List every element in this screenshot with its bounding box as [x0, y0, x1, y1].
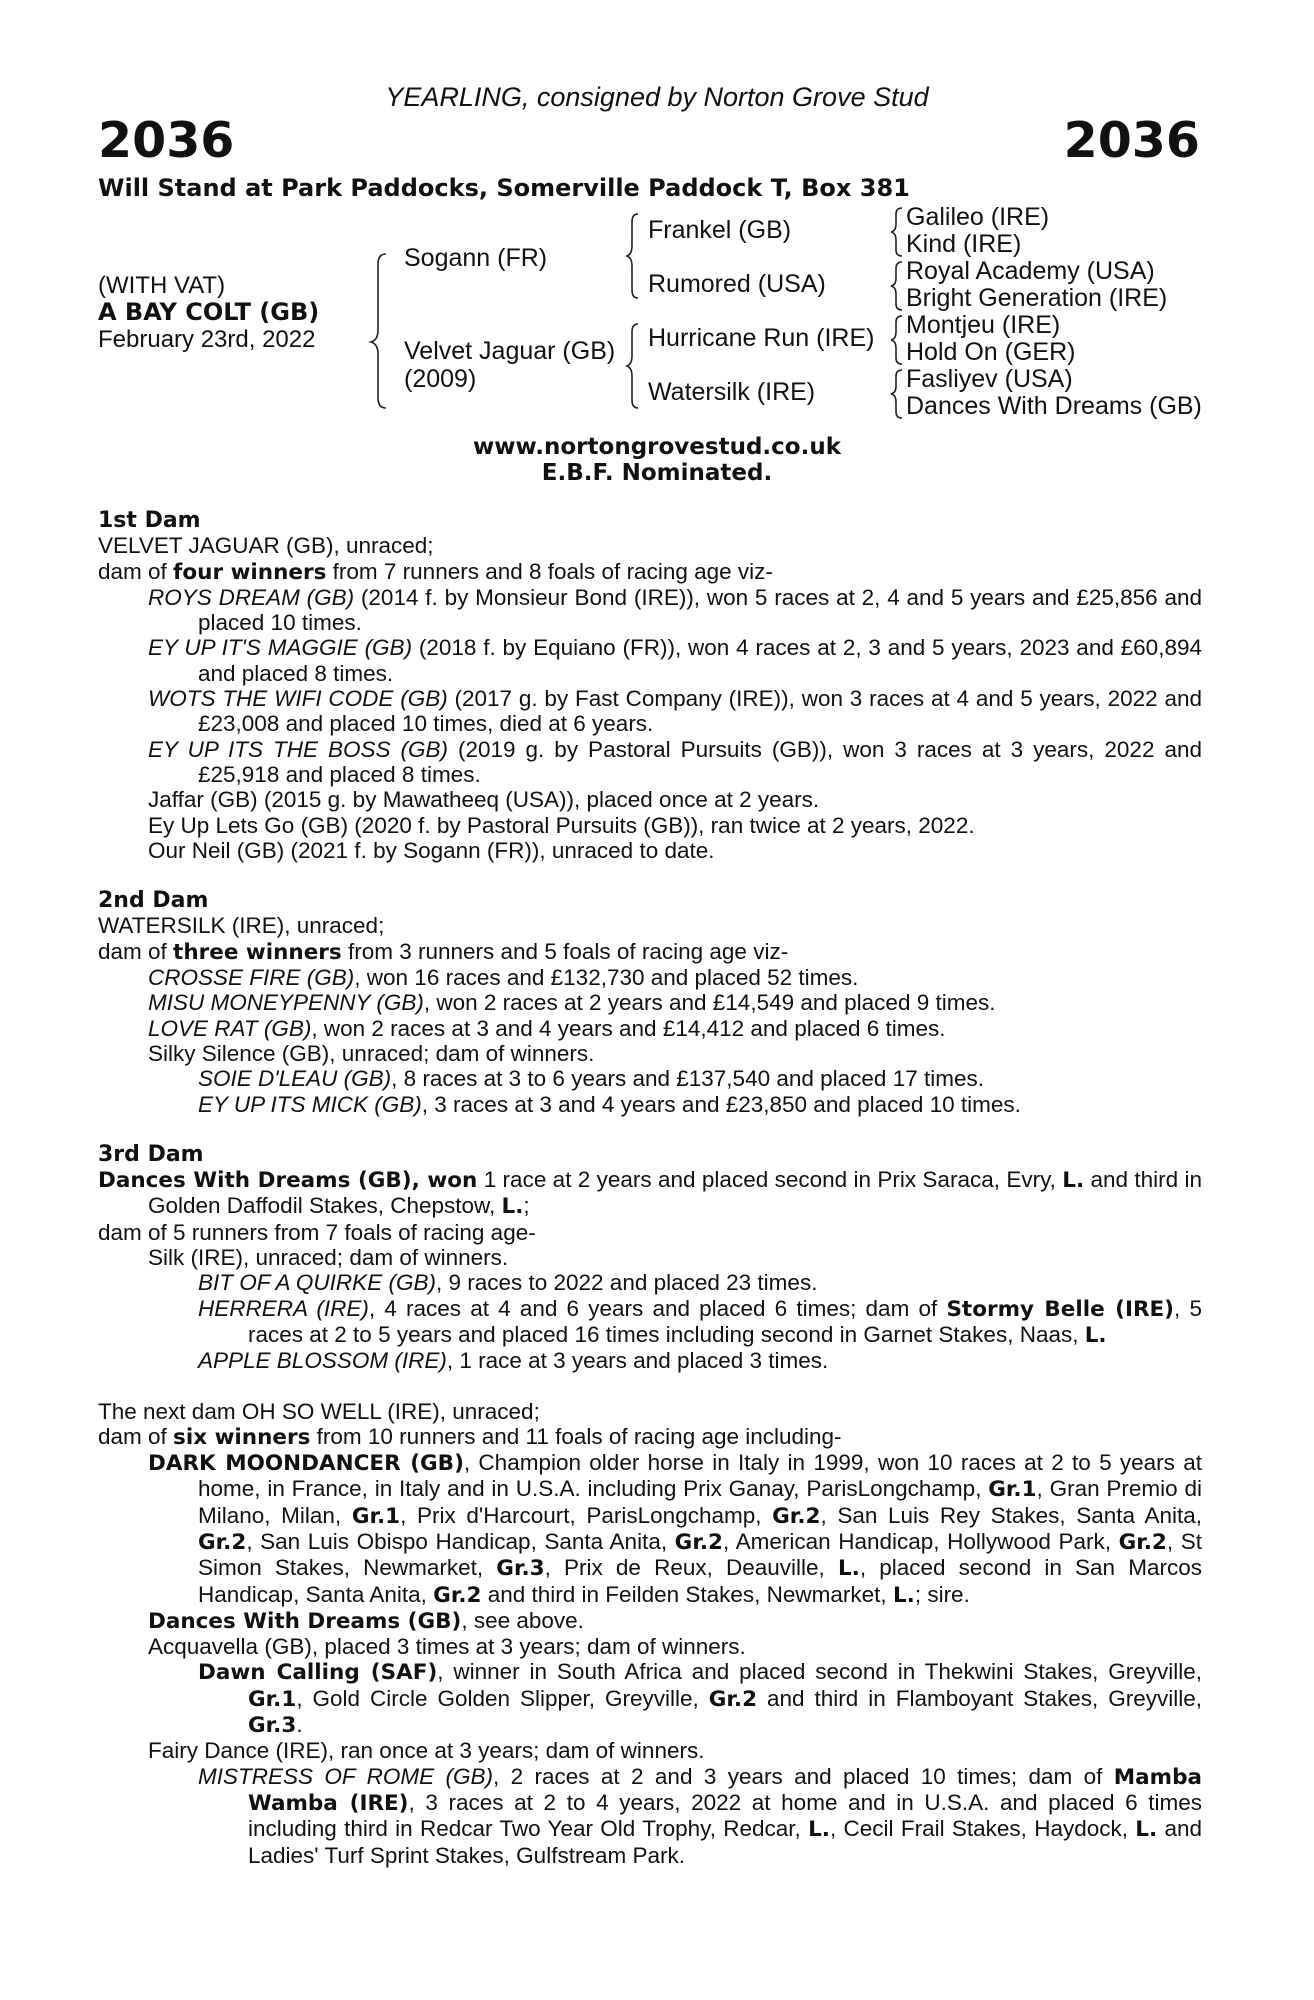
- pedigree-g3-1: Galileo (IRE): [906, 203, 1050, 231]
- stand-location: Will Stand at Park Paddocks, Somerville Paddock T, Box 381: [98, 174, 910, 202]
- lot-number-right: 2036: [1063, 112, 1200, 169]
- first-dam-entry-1: ROYS DREAM (GB) (2014 f. by Monsieur Bond (IRE)), won 5 races at 2, 4 and 5 years and £25,856 and placed 10 times.: [148, 584, 1202, 636]
- pedigree-sire-dam: Rumored (USA): [648, 270, 826, 298]
- first-dam-entry-2: EY UP IT'S MAGGIE (GB) (2018 f. by Equiano (FR)), won 4 races at 2, 3 and 5 years, 2023 and £60,894 and placed 8 times.: [148, 635, 1202, 686]
- first-dam-entry-7: Our Neil (GB) (2021 f. by Sogann (FR)), unraced to date.: [148, 837, 715, 863]
- brace-gen2a: [627, 214, 638, 298]
- second-dam-entry-1: CROSSE FIRE (GB), won 16 races and £132,730 and placed 52 times.: [148, 965, 859, 991]
- brace-gen1: [371, 254, 386, 408]
- third-dam-summary: dam of 5 runners from 7 foals of racing age-: [98, 1219, 536, 1245]
- brace-gen2b: [627, 324, 638, 408]
- colt-name: A BAY COLT (GB): [98, 298, 320, 326]
- pedigree-g3-8: Dances With Dreams (GB): [906, 392, 1202, 420]
- next-dam-entry-fairy-dance: Fairy Dance (IRE), ran once at 3 years; dam of winners.: [148, 1738, 705, 1764]
- ebf-nominated: E.B.F. Nominated.: [541, 460, 773, 486]
- pedigree-g3-2: Kind (IRE): [906, 230, 1022, 258]
- second-dam-entry-4: Silky Silence (GB), unraced; dam of winners.: [148, 1040, 595, 1066]
- third-dam-entry-1: Silk (IRE), unraced; dam of winners.: [148, 1245, 509, 1271]
- first-dam-entry-4: EY UP ITS THE BOSS (GB) (2019 g. by Pastoral Pursuits (GB)), won 3 races at 3 years, 2022 and £25,918 and placed 8 times.: [148, 736, 1202, 787]
- pedigree-sire-sire: Frankel (GB): [648, 216, 792, 244]
- next-dam-entry-dances-with-dreams: Dances With Dreams (GB), see above.: [148, 1607, 584, 1634]
- next-dam-entry-dark-moondancer: DARK MOONDANCER (GB), Champion older horse in Italy in 1999, won 10 races at 2 to 5 years at home, in France, in Italy and in U.S.A. including Prix Ganay, ParisLongchamp, Gr.1, Gran Premio di Milano, Milan, Gr.1, Prix d'Harcourt, ParisLongchamp, Gr.2, San Luis Rey Stakes, Santa Anita, Gr.2, San Luis Obispo Handicap, Santa Anita, Gr.2, American Handicap, Hollywood Park, Gr.2, St Simon Stakes, Newmarket, Gr.3, Prix de Reux, Deauville, L., placed second in San Marcos Handicap, Santa Anita, Gr.2 and third in Feilden Stakes, Newmarket, L.; sire.: [148, 1450, 1202, 1608]
- first-dam-entry-5: Jaffar (GB) (2015 g. by Mawatheeq (USA)), placed once at 2 years.: [148, 787, 820, 813]
- pedigree-g3-3: Royal Academy (USA): [906, 257, 1155, 285]
- lot-number-left: 2036: [98, 112, 235, 169]
- pedigree-g3-5: Montjeu (IRE): [906, 311, 1061, 339]
- website-block: [0, 434, 1314, 486]
- pedigree-dam-sire: Hurricane Run (IRE): [648, 324, 875, 352]
- foaling-date: February 23rd, 2022: [98, 326, 316, 353]
- first-dam-entry-3: WOTS THE WIFI CODE (GB) (2017 g. by Fast Company (IRE)), won 3 races at 4 and 5 years, 2022 and £23,008 and placed 10 times, died at 6 years.: [148, 686, 1202, 737]
- second-dam-sub-2: EY UP ITS MICK (GB), 3 races at 3 and 4 years and £23,850 and placed 10 times.: [198, 1091, 1021, 1117]
- brace-gen3a: [891, 208, 902, 256]
- pedigree-g3-4: Bright Generation (IRE): [906, 284, 1168, 312]
- third-dam-sub-1: BIT OF A QUIRKE (GB), 9 races to 2022 and placed 23 times.: [198, 1270, 818, 1296]
- third-dam-sub-3: APPLE BLOSSOM (IRE), 1 race at 3 years and placed 3 times.: [198, 1348, 829, 1374]
- brace-gen3b: [891, 262, 902, 310]
- brace-gen3d: [891, 370, 902, 418]
- third-dam-heading: 3rd Dam: [98, 1141, 204, 1167]
- next-dam-sub-mistress-of-rome: MISTRESS OF ROME (GB), 2 races at 2 and 3 years and placed 10 times; dam of Mamba Wamba (IRE), 3 races at 2 to 4 years, 2022 at home and in U.S.A. and placed 6 times including third in Redcar Two Year Old Trophy, Redcar, L., Cecil Frail Stakes, Haydock, L. and Ladies' Turf Sprint Stakes, Gulfstream Park.: [198, 1763, 1203, 1868]
- pedigree-dam: Velvet Jaguar (GB): [404, 337, 616, 365]
- catalogue-body: [98, 508, 1202, 1868]
- pedigree-braces: [0, 0, 1314, 420]
- third-dam-sub-2: HERRERA (IRE), 4 races at 4 and 6 years and placed 6 times; dam of Stormy Belle (IRE), 5 races at 2 to 5 years and placed 16 times including second in Garnet Stakes, Naas, L.: [198, 1295, 1202, 1348]
- next-dam-line: The next dam OH SO WELL (IRE), unraced;: [98, 1398, 540, 1424]
- first-dam-line: VELVET JAGUAR (GB), unraced;: [98, 533, 434, 559]
- pedigree-dam-year: (2009): [404, 365, 477, 393]
- website-url: www.nortongrovestud.co.uk: [473, 434, 841, 460]
- first-dam-entry-6: Ey Up Lets Go (GB) (2020 f. by Pastoral Pursuits (GB)), ran twice at 2 years, 2022.: [148, 812, 975, 838]
- second-dam-entry-2: MISU MONEYPENNY (GB), won 2 races at 2 years and £14,549 and placed 9 times.: [148, 990, 996, 1016]
- pedigree-g3-6: Hold On (GER): [906, 338, 1076, 366]
- first-dam-summary: dam of four winners from 7 runners and 8 foals of racing age viz-: [98, 558, 773, 585]
- pedigree-g3-7: Fasliyev (USA): [906, 365, 1073, 393]
- next-dam-sub-dawn-calling: Dawn Calling (SAF), winner in South Africa and placed second in Thekwini Stakes, Greyville, Gr.1, Gold Circle Golden Slipper, Greyville, Gr.2 and third in Flamboyant Stakes, Greyville, Gr.3.: [198, 1659, 1202, 1739]
- second-dam-entry-3: LOVE RAT (GB), won 2 races at 3 and 4 years and £14,412 and placed 6 times.: [148, 1015, 946, 1041]
- consignment-line: YEARLING, consigned by Norton Grove Stud: [385, 82, 929, 112]
- second-dam-sub-1: SOIE D'LEAU (GB), 8 races at 3 to 6 years and £137,540 and placed 17 times.: [198, 1066, 984, 1092]
- second-dam-summary: dam of three winners from 3 runners and 5 foals of racing age viz-: [98, 938, 789, 965]
- first-dam-heading: 1st Dam: [98, 508, 201, 533]
- next-dam-entry-acquavella: Acquavella (GB), placed 3 times at 3 years; dam of winners.: [148, 1634, 746, 1660]
- pedigree-dam-dam: Watersilk (IRE): [648, 378, 816, 406]
- third-dam-line: Dances With Dreams (GB), won 1 race at 2 years and placed second in Prix Saraca, Evry, L. and third in Golden Daffodil Stakes, Chepstow, L.;: [98, 1167, 1203, 1220]
- pedigree-sire: Sogann (FR): [404, 244, 548, 272]
- second-dam-line: WATERSILK (IRE), unraced;: [98, 913, 385, 939]
- next-dam-summary: dam of six winners from 10 runners and 11 foals of racing age including-: [98, 1423, 842, 1450]
- vat-label: (WITH VAT): [98, 272, 226, 299]
- second-dam-heading: 2nd Dam: [98, 888, 209, 914]
- brace-gen3c: [891, 316, 902, 364]
